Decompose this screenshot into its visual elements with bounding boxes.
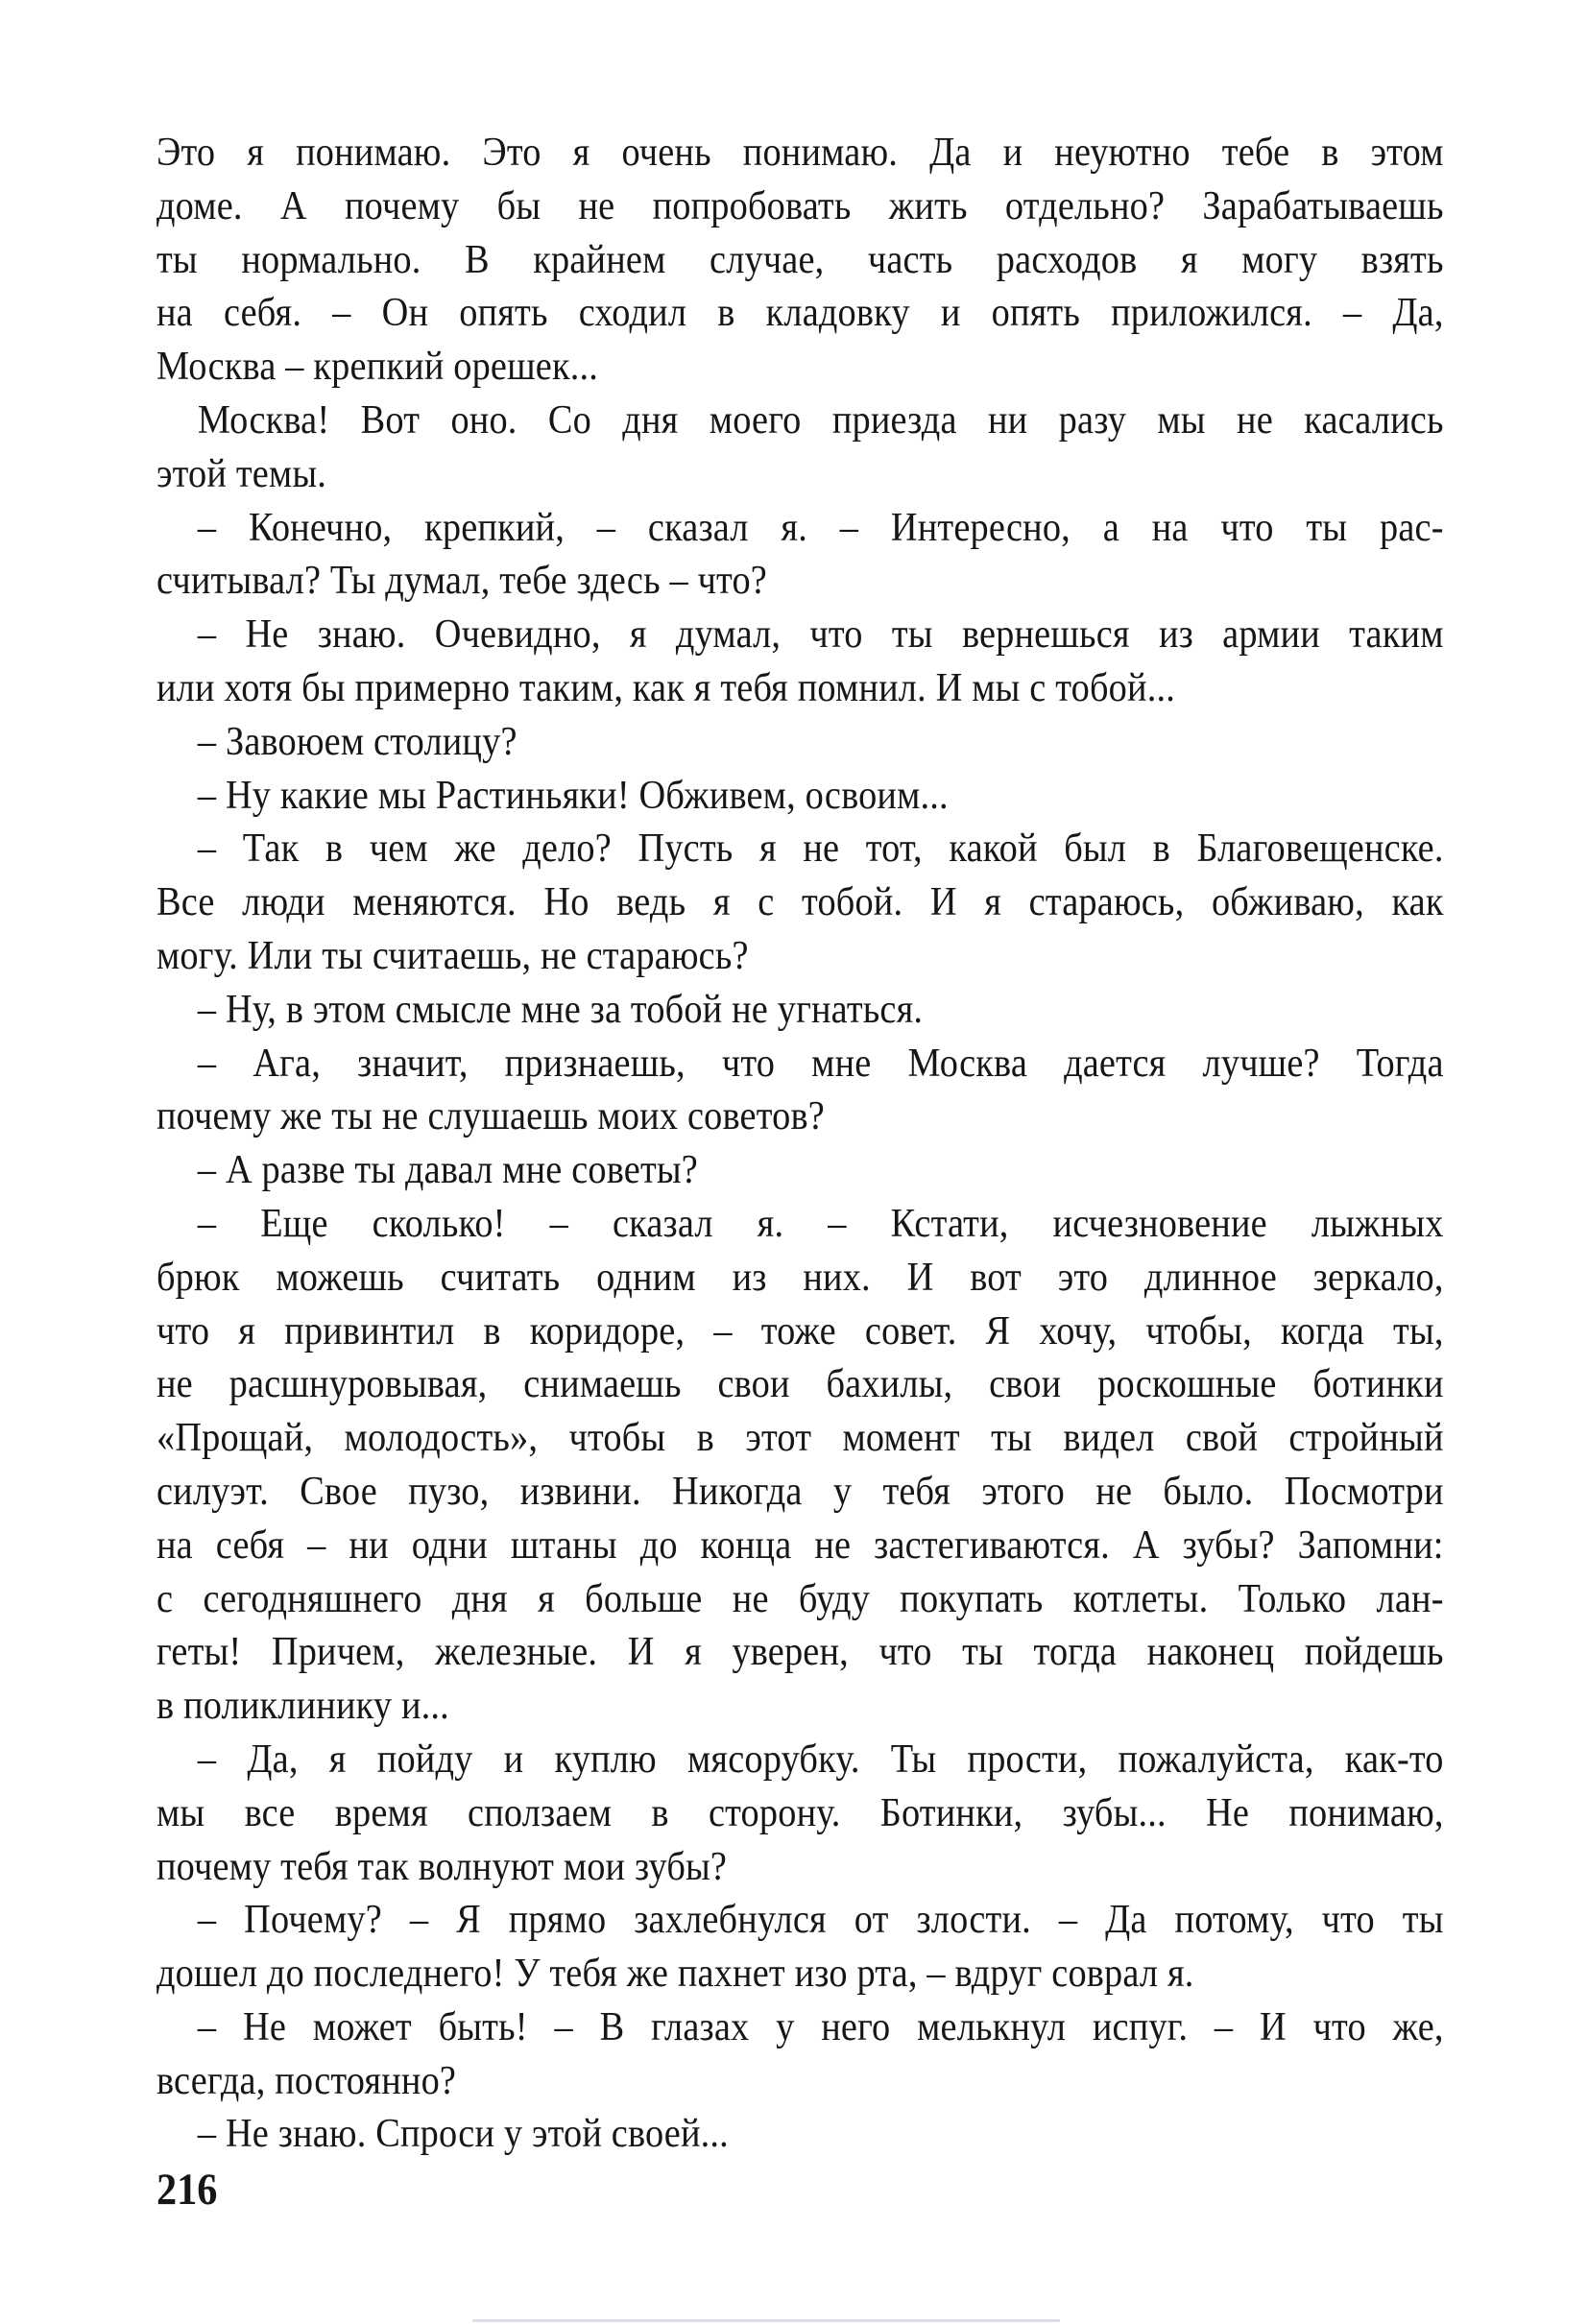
text-line: или хотя бы примерно таким, как я тебя помнил. И мы с тобой... (156, 665, 1175, 710)
text-line: на себя. – Он опять сходил в кладовку и опять приложился. – Да, (156, 291, 1444, 336)
text-line: – Конечно, крепкий, – сказал я. – Интересно, а на что ты рас- (197, 505, 1444, 550)
text-line: Все люди меняются. Но ведь я с тобой. И я стараюсь, обживаю, как (156, 880, 1444, 925)
body-text (156, 127, 1444, 2162)
page-number: 216 (156, 2165, 218, 2215)
scan-artifact-line (472, 2319, 1060, 2322)
text-line: – Ага, значит, признаешь, что мне Москва дается лучше? Тогда (197, 1041, 1444, 1086)
text-line: силуэт. Свое пузо, извини. Никогда у тебя этого не было. Посмотри (156, 1469, 1444, 1514)
text-line: Москва – крепкий орешек... (156, 345, 599, 390)
text-line: могу. Или ты считаешь, не стараюсь? (156, 933, 749, 978)
text-line: – Завоюем столицу? (197, 719, 517, 764)
text-line: – А разве ты давал мне советы? (197, 1148, 698, 1193)
text-line: – Ну какие мы Растиньяки! Обживем, освоим... (197, 773, 949, 818)
text-line: – Не знаю. Спроси у этой своей... (197, 2112, 729, 2157)
text-line: – Так в чем же дело? Пусть я не тот, какой был в Благовещенске. (197, 827, 1444, 872)
text-line: – Не может быть! – В глазах у него мелькнул испуг. – И что же, (197, 2004, 1444, 2049)
text-line: брюк можешь считать одним из них. И вот это длинное зеркало, (156, 1255, 1444, 1300)
text-line: – Ну, в этом смысле мне за тобой не угнаться. (197, 987, 924, 1032)
text-line: ты нормально. В крайнем случае, часть расходов я могу взять (156, 237, 1444, 282)
text-line: с сегодняшнего дня я больше не буду покупать котлеты. Только лан- (156, 1576, 1444, 1621)
text-line: в поликлинику и... (156, 1684, 449, 1729)
text-line: мы все время сползаем в сторону. Ботинки, зубы... Не понимаю, (156, 1790, 1444, 1835)
text-line: геты! Причем, железные. И я уверен, что ты тогда наконец пойдешь (156, 1630, 1444, 1675)
text-line: что я привинтил в коридоре, – тоже совет. Я хочу, чтобы, когда ты, (156, 1308, 1444, 1354)
text-line: – Не знаю. Очевидно, я думал, что ты вернешься из армии таким (197, 612, 1444, 658)
text-line: на себя – ни одни штаны до конца не застегиваются. А зубы? Запомни: (156, 1522, 1444, 1568)
text-line: дошел до последнего! У тебя же пахнет изо рта, – вдруг соврал я. (156, 1952, 1194, 1997)
text-line: – Почему? – Я прямо захлебнулся от злости. – Да потому, что ты (197, 1898, 1444, 1943)
text-line: не расшнуровывая, снимаешь свои бахилы, свои роскошные ботинки (156, 1362, 1444, 1407)
text-line: – Да, я пойду и куплю мясорубку. Ты прости, пожалуйста, как-то (197, 1737, 1444, 1782)
text-line: считывал? Ты думал, тебе здесь – что? (156, 559, 767, 604)
text-line: почему же ты не слушаешь моих советов? (156, 1094, 825, 1139)
text-line: – Еще сколько! – сказал я. – Кстати, исчезновение лыжных (197, 1201, 1444, 1246)
text-line: доме. А почему бы не попробовать жить отдельно? Зарабатываешь (156, 183, 1444, 228)
text-line: этой темы. (156, 451, 327, 496)
text-line: Это я понимаю. Это я очень понимаю. Да и неуютно тебе в этом (156, 131, 1444, 175)
text-line: Москва! Вот оно. Со дня моего приезда ни разу мы не касались (197, 397, 1444, 443)
text-line: всегда, постоянно? (156, 2058, 457, 2103)
text-line: «Прощай, молодость», чтобы в этот момент ты видел свой стройный (156, 1416, 1444, 1461)
text-line: почему тебя так волнуют мои зубы? (156, 1844, 728, 1889)
